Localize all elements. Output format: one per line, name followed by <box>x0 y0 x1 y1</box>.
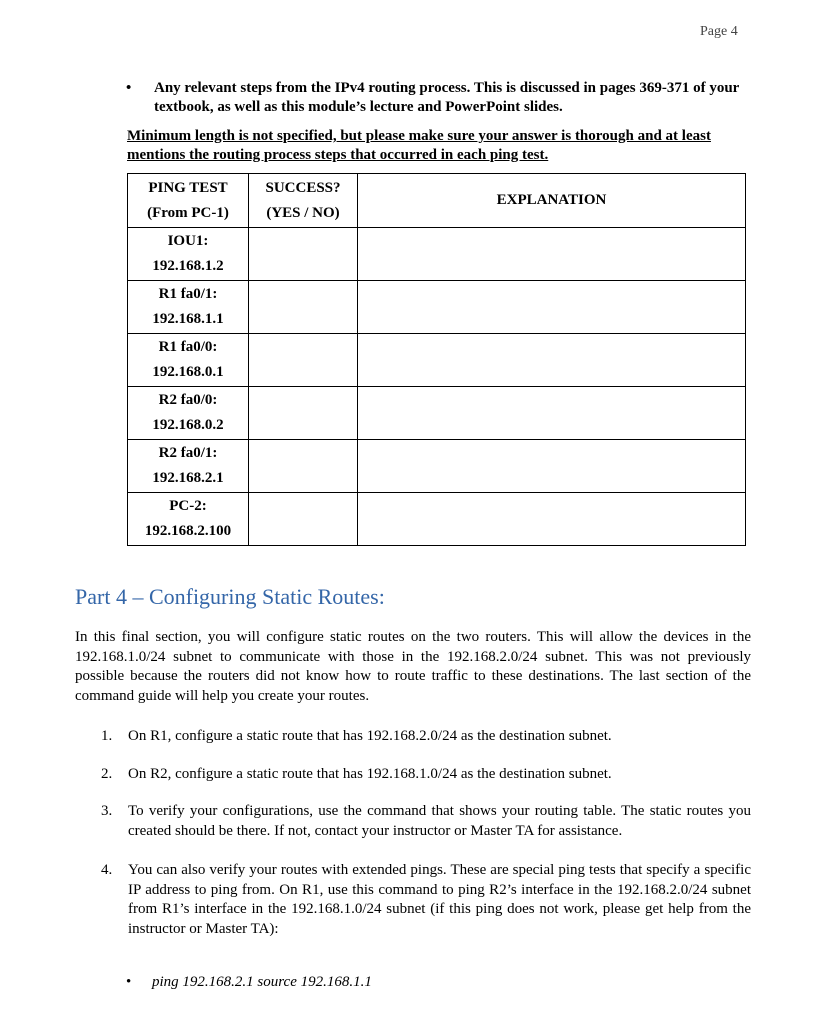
ping-target-name: PC-2: <box>169 498 207 514</box>
command-bullet <box>126 974 372 991</box>
ping-target-name: IOU1: <box>167 233 209 249</box>
table-row <box>128 281 746 334</box>
bullet-icon: • <box>126 974 132 990</box>
explanation-cell[interactable] <box>358 281 746 334</box>
ping-command: ping 192.168.2.1 source 192.168.1.1 <box>152 974 372 990</box>
ping-target-cell <box>128 387 249 440</box>
explanation-cell[interactable] <box>358 493 746 546</box>
ping-target-cell <box>128 228 249 281</box>
step-number: 3. <box>101 803 113 819</box>
bullet-item <box>126 79 750 117</box>
list-item <box>75 765 751 785</box>
explanation-cell[interactable] <box>358 440 746 493</box>
success-cell[interactable] <box>249 493 358 546</box>
ping-target-ip: 192.168.0.2 <box>152 417 224 433</box>
ping-target-ip: 192.168.1.2 <box>152 258 224 274</box>
explanation-cell[interactable] <box>358 387 746 440</box>
ping-target-cell <box>128 440 249 493</box>
ping-target-cell <box>128 493 249 546</box>
ping-target-name: R1 fa0/1: <box>158 286 218 302</box>
bullet-text: Any relevant steps from the IPv4 routing process. This is discussed in pages 369-371 of your textbook, as well as this module’s lecture and PowerPoint slides. <box>154 80 740 115</box>
explanation-cell[interactable] <box>358 334 746 387</box>
ping-target-ip: 192.168.2.100 <box>144 523 232 539</box>
step-text: You can also verify your routes with extended pings. These are special ping tests that specify a specific IP address to ping from. On R1, use this command to ping R2’s interface in the 192.168.2.0/24 subnet from R1’s interface in the 192.168.1.0/24 subnet (if this ping does not work, please get help from the instructor or Master TA): <box>128 862 751 937</box>
ping-target-name: R2 fa0/0: <box>158 392 218 408</box>
success-cell[interactable] <box>249 334 358 387</box>
header-ping-test: PING TEST (From PC-1) <box>128 174 249 228</box>
step-text: To verify your configurations, use the command that shows your routing table. The static routes you created should be there. If not, contact your instructor or Master TA for assistance. <box>128 803 751 839</box>
table-header-row <box>128 174 746 228</box>
step-number: 1. <box>101 728 113 744</box>
success-cell[interactable] <box>249 228 358 281</box>
header-explanation: EXPLANATION <box>358 174 746 228</box>
requirement-note: Minimum length is not specified, but please make sure your answer is thorough and at least mentions the routing process steps that occurred in each ping test. <box>127 128 711 163</box>
ping-target-ip: 192.168.2.1 <box>152 470 224 486</box>
table-row <box>128 334 746 387</box>
step-text: On R2, configure a static route that has 192.168.1.0/24 as the destination subnet. <box>128 765 612 782</box>
step-number: 4. <box>101 862 113 878</box>
ping-test-table <box>127 173 746 546</box>
header-success: SUCCESS? (YES / NO) <box>249 174 358 228</box>
list-item <box>75 727 751 747</box>
table-row <box>128 387 746 440</box>
step-number: 2. <box>101 765 113 782</box>
success-cell[interactable] <box>249 440 358 493</box>
table-row <box>128 440 746 493</box>
section-heading: Part 4 – Configuring Static Routes: <box>75 584 385 609</box>
steps-list <box>75 723 751 939</box>
success-cell[interactable] <box>249 281 358 334</box>
ping-target-ip: 192.168.0.1 <box>152 364 224 380</box>
intro-paragraph: In this final section, you will configure static routes on the two routers. This will allow the devices in the 192.168.1.0/24 subnet to communicate with those in the 192.168.2.0/24 subnet. This was not previously possible because the routers did not know how to route traffic to these destinations. The last section of the command guide will help you create your routes. <box>75 629 751 704</box>
explanation-cell[interactable] <box>358 228 746 281</box>
ping-target-name: R2 fa0/1: <box>158 445 218 461</box>
success-cell[interactable] <box>249 387 358 440</box>
ping-target-cell <box>128 334 249 387</box>
ping-target-cell <box>128 281 249 334</box>
page-number: Page 4 <box>700 24 738 39</box>
table-row <box>128 228 746 281</box>
list-item <box>75 802 751 841</box>
list-item <box>75 861 751 939</box>
table-row <box>128 493 746 546</box>
bullet-icon: • <box>126 80 132 96</box>
step-text: On R1, configure a static route that has 192.168.2.0/24 as the destination subnet. <box>128 728 612 744</box>
ping-target-name: R1 fa0/0: <box>158 339 218 355</box>
ping-target-ip: 192.168.1.1 <box>152 311 224 327</box>
